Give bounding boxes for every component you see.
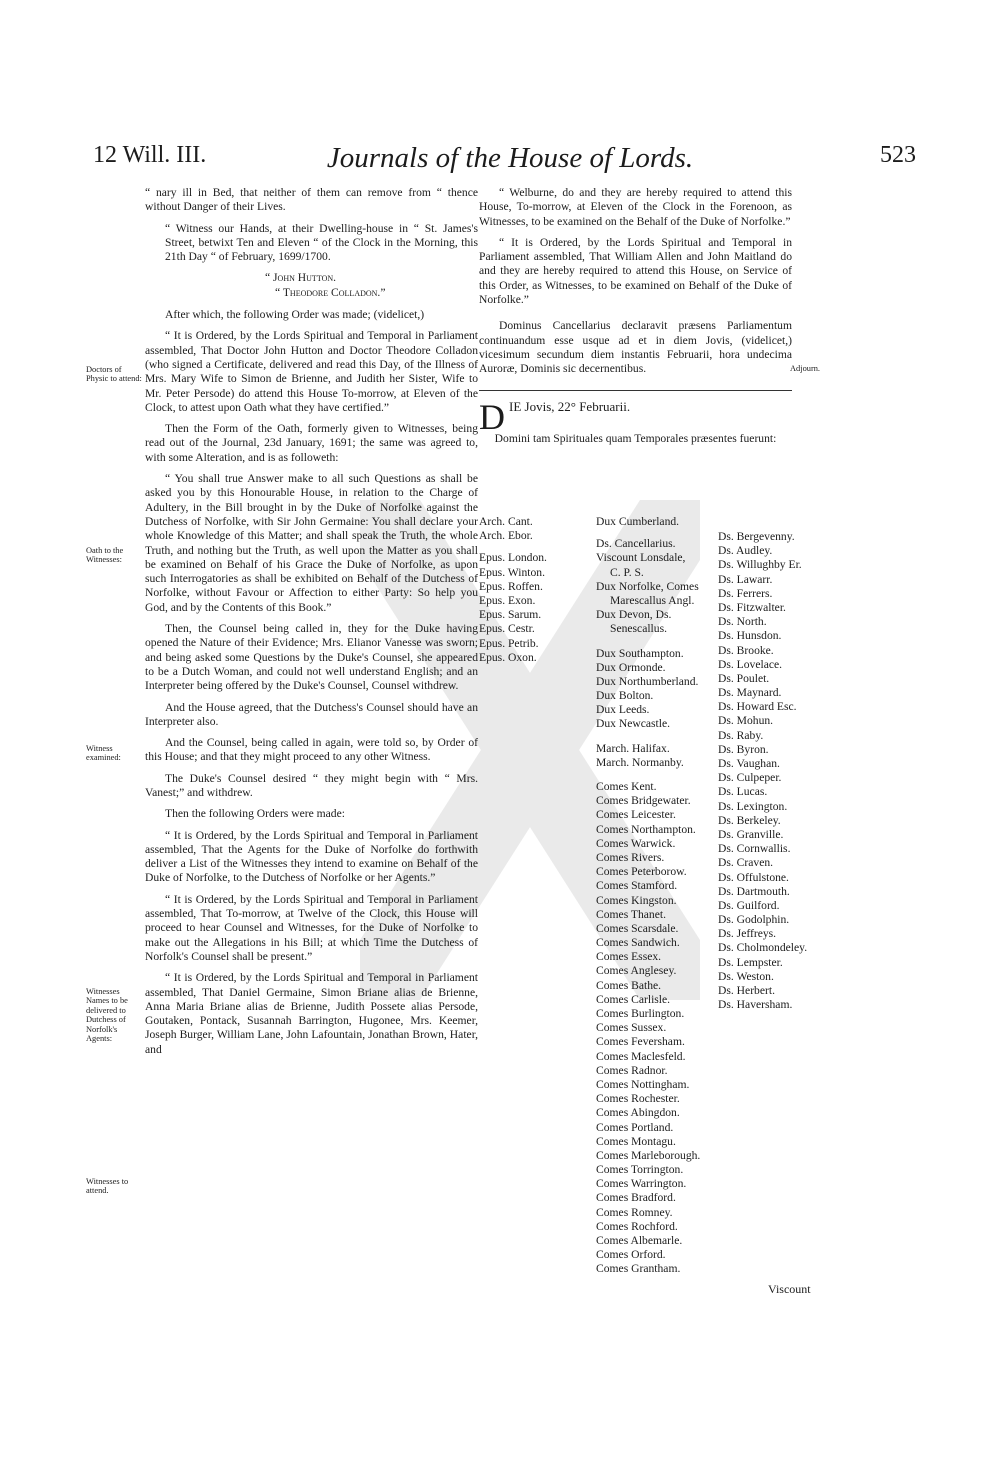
earls-list xyxy=(596,780,720,1277)
list-item: Ds. Jeffreys. xyxy=(718,927,777,941)
list-item: Ds. Dartmouth. xyxy=(718,884,790,898)
paragraph: “ Welburne, do and they are hereby required to attend this House, To-morrow, at Eleven of the Clock in the Forenoon, as Witnesses, to be examined on the Behalf of the Duke of Norfolke.” xyxy=(479,186,792,228)
list-item: Comes Grantham. xyxy=(596,1262,681,1276)
list-item: Ds. Byron. xyxy=(718,742,769,756)
regnal-year: 12 Will. III. xyxy=(93,142,207,168)
list-item: Ds. Mohun. xyxy=(718,714,774,728)
margin-note-attend: Witnesses to attend. xyxy=(86,1177,129,1196)
list-item: Marescallus Angl. xyxy=(610,593,695,607)
list-item: Ds. Cholmondeley. xyxy=(718,941,808,955)
paragraph: “ It is Ordered, by the Lords Spiritual and Temporal in Parliament assembled, That To-morrow, at Twelve of the Clock, this House will proceed to hear Counsel and Witnesses, for the Duke of Norfolke to make out the Allegations in his Bill; at which Time the Dutchess of Norfolk's Counsel shall be present.” xyxy=(145,892,478,963)
paragraph: “ Witness our Hands, at their Dwelling-house in “ St. James's Street, betwixt Ten and Eleven “ of the Clock in the Morning, this 21th Day “ of February, 1699/1700. xyxy=(165,221,478,264)
list-item: Comes Anglesey. xyxy=(596,964,677,978)
section-divider xyxy=(479,390,792,391)
list-item: Epus. Cestr. xyxy=(479,622,535,636)
list-item: Ds. Raby. xyxy=(718,728,764,742)
paragraph: After which, the following Order was made; (videlicet,) xyxy=(165,308,425,322)
list-item: Comes Stamford. xyxy=(596,879,678,893)
attendance-list-clergy xyxy=(479,515,589,665)
list-item: Comes Sussex. xyxy=(596,1021,667,1035)
list-item: Comes Radnor. xyxy=(596,1063,668,1077)
list-item: Viscount Lonsdale, xyxy=(596,551,686,565)
list-item: Ds. Weston. xyxy=(718,969,774,983)
list-item: Ds. North. xyxy=(718,615,767,629)
paragraph: “ nary ill in Bed, that neither of them can remove from “ thence without Danger of their Lives. xyxy=(145,186,478,214)
list-item: Comes Warrington. xyxy=(596,1177,687,1191)
list-item: Ds. Bergevenny. xyxy=(718,530,795,543)
list-item: C. P. S. xyxy=(610,565,644,579)
list-item: Comes Rochester. xyxy=(596,1092,680,1106)
list-item: Ds. Godolphin. xyxy=(718,913,790,927)
list-item: Comes Sandwich. xyxy=(596,936,680,950)
list-item: Comes Maclesfeld. xyxy=(596,1049,686,1063)
right-column xyxy=(479,186,792,454)
spacer xyxy=(596,732,720,742)
list-item: Comes Marleborough. xyxy=(596,1148,701,1162)
list-item: Comes Albemarle. xyxy=(596,1234,683,1247)
list-item: Comes Bridgewater. xyxy=(596,794,691,808)
list-item: Comes Warwick. xyxy=(596,836,676,850)
list-item: Ds. Poulet. xyxy=(718,671,770,685)
signatures xyxy=(145,271,478,300)
spacer xyxy=(596,637,720,647)
list-item: Ds. Herbert. xyxy=(718,984,775,997)
list-item: Comes Northampton. xyxy=(596,822,696,836)
list-item: Epus. Winton. xyxy=(479,565,545,579)
list-item: Comes Bathe. xyxy=(596,978,662,992)
list-item: Ds. Haversham. xyxy=(718,998,793,1012)
list-item: Comes Leicester. xyxy=(596,808,676,822)
spacer xyxy=(479,543,589,551)
list-item: Ds. Craven. xyxy=(718,856,774,870)
list-item: Ds. Fitzwalter. xyxy=(718,600,786,614)
list-item: Comes Bradford. xyxy=(596,1191,676,1205)
margin-note-adjourn: Adjourn. xyxy=(790,364,821,373)
list-item: Dux Norfolke, Comes xyxy=(596,579,699,593)
drop-cap: D xyxy=(479,396,505,437)
list-item: Dux Ormonde. xyxy=(596,660,666,674)
list-item: Dux Bolton. xyxy=(596,689,654,703)
list-item: Dux Southampton. xyxy=(596,646,684,660)
left-column xyxy=(145,186,478,1064)
list-item: Ds. Lucas. xyxy=(718,785,768,799)
list-item: Ds. Berkeley. xyxy=(718,813,781,827)
sitting-date-text: IE Jovis, 22° Februarii. xyxy=(509,398,631,414)
list-item: Comes Nottingham. xyxy=(596,1077,690,1091)
paragraph: Then the following Orders were made: xyxy=(165,807,345,821)
list-item: Ds. Offulstone. xyxy=(718,870,789,884)
list-item: Comes Feversham. xyxy=(596,1035,685,1049)
margin-note-doctors: Doctors of Physic to attend: xyxy=(86,365,142,384)
list-item: Comes Essex. xyxy=(596,950,662,964)
list-item: Dux Leeds. xyxy=(596,703,650,717)
list-item: Ds. Lexington. xyxy=(718,799,788,813)
paragraph: “ It is Ordered, by the Lords Spiritual and Temporal in Parliament assembled, That Doctor John Hutton and Doctor Theodore Colladon (who signed a Certificate, delivered and read this Day, of the Illness of Mrs. Mary Wife to Simon de Brienne, and Judith her Sister, Wife to Mr. Peter Persode) do attend this House To-morrow, at Eleven of the Clock, to attest upon Oath what they have certified.” xyxy=(145,329,478,414)
list-item: Ds. Cornwallis. xyxy=(718,842,791,856)
list-item: Comes Peterborow. xyxy=(596,865,687,879)
list-item: Ds. Ferrers. xyxy=(718,586,773,600)
signature-hutton: “ John Hutton. xyxy=(265,271,337,285)
paragraph: Then the Form of the Oath, formerly given to Witnesses, being read out of the Journal, 23d January, 1691; the same was agreed to, with some Alteration, and is as followeth: xyxy=(145,422,478,464)
list-item: Dux Devon, Ds. xyxy=(596,608,672,622)
paragraph: The Duke's Counsel desired “ they might begin with “ Mrs. Vanest;” and withdrew. xyxy=(145,771,478,799)
list-item: Epus. Exon. xyxy=(479,593,536,607)
attendance-list-nobles xyxy=(596,515,720,1277)
list-item: Epus. Roffen. xyxy=(479,579,543,593)
paragraph: Then, the Counsel being called in, they for the Duke having opened the Nature of their Evidence; Mrs. Elianor Vanesse was sworn; and being asked some Questions by the Duke's Counsel, she appeared to be a Dutch Woman, and could not well understand English; and an Interpreter being offered by the Duke's Counsel, Counsel withdrew. xyxy=(145,622,478,693)
list-item: Arch. Ebor. xyxy=(479,529,533,543)
list-item: Comes Thanet. xyxy=(596,907,666,921)
list-item: Comes Romney. xyxy=(596,1205,673,1219)
list-item: Dux Newcastle. xyxy=(596,717,671,731)
list-item: Comes Rochford. xyxy=(596,1219,678,1233)
paragraph: “ It is Ordered, by the Lords Spiritual and Temporal in Parliament assembled, That Daniel Germaine, Simon Briane alias de Brienne, Anna Maria Briane alias de Brienne, Judith Possete alias Persode, Goutaken, Pontack, Susannah Barrington, Hugonee, Mrs. Keemer, Joseph Burger, William Lane, John Lafountain, Jonathan Brown, Hater, and xyxy=(145,971,478,1056)
list-item: Epus. Oxon. xyxy=(479,650,537,664)
attendance-heading: Domini tam Spirituales quam Temporales præsentes fuerunt: xyxy=(494,431,777,445)
margin-note-witness: Witness examined: xyxy=(86,744,121,763)
spacer xyxy=(596,529,720,537)
catchword: Viscount xyxy=(768,1282,811,1296)
list-item: Comes Kent. xyxy=(596,780,657,793)
list-item: Arch. Cant. xyxy=(479,515,533,528)
list-item: Ds. Vaughan. xyxy=(718,757,780,770)
signature-colladon: “ Theodore Colladon.” xyxy=(275,285,386,299)
list-item: Epus. London. xyxy=(479,551,547,565)
list-item: Comes Carlisle. xyxy=(596,992,671,1006)
list-item: Ds. Audley. xyxy=(718,544,773,558)
spacer xyxy=(596,770,720,780)
list-item: March. Normanby. xyxy=(596,755,684,769)
adjournment-paragraph: Dominus Cancellarius declaravit præsens Parliamentum continuandum esse usque ad et in diem Jovis, (videlicet,) vicesimum secundum diem instantis Februarii, hora undecima Auroræ, Dominis sic decernentibus. xyxy=(479,319,792,376)
list-item: Comes Kingston. xyxy=(596,893,677,907)
list-item: Epus. Petrib. xyxy=(479,636,539,650)
list-item: Ds. Culpeper. xyxy=(718,771,782,785)
list-item: Comes Rivers. xyxy=(596,850,665,864)
list-item: Ds. Lawarr. xyxy=(718,572,773,586)
paragraph: And the Counsel, being called in again, were told so, by Order of this House; and that they might proceed to any other Witness. xyxy=(145,736,478,764)
list-item: Ds. Granville. xyxy=(718,827,784,841)
list-item: Comes Torrington. xyxy=(596,1163,684,1177)
list-item: Comes Abingdon. xyxy=(596,1106,680,1120)
list-item: Ds. Lovelace. xyxy=(718,657,783,671)
margin-note-oath: Oath to the Witnesses: xyxy=(86,546,124,565)
list-item: Ds. Willughby Er. xyxy=(718,558,802,572)
list-item: Comes Montagu. xyxy=(596,1134,676,1148)
list-item: Ds. Maynard. xyxy=(718,686,782,700)
list-item: Ds. Lempster. xyxy=(718,955,783,969)
list-item: Senescallus. xyxy=(610,622,667,636)
list-item: Ds. Howard Esc. xyxy=(718,700,797,714)
attendance-list-barons xyxy=(718,530,828,1012)
paragraph: “ It is Ordered, by the Lords Spiritual and Temporal in Parliament assembled, That the Agents for the Duke of Norfolke do forthwith deliver a List of the Witnesses they intend to examine on Behalf of the Duke of Norfolke, to the Dutchess of Norfolke or her Agents.” xyxy=(145,828,478,885)
running-title: Journals of the House of Lords. xyxy=(326,142,694,174)
paragraph: “ It is Ordered, by the Lords Spiritual and Temporal in Parliament assembled, That William Allen and John Maitland do and they are hereby required to attend this House, on Service of this Order, as Witnesses, to be examined on Behalf of the Duke of Norfolke.” xyxy=(479,235,792,307)
paragraph: “ You shall true Answer make to all such Questions as shall be asked you by this Honourable House, in relation to the Charge of Adultery, in the Bill brought in by the Duke of Norfolke against the Dutchess of Norfolke, with Sir John Germaine: You shall declare your whole Knowledge of this Matter; and shall speak the Truth, the whole Truth, and nothing but the Truth, as well upon the Matter as you shall be examined on Behalf of his Grace the Duke of Norfolke, as upon such Interrogatories as shall be exhibited on Behalf of the Dutchess of Norfolke, without Favour or Affection to either Party: So help you God, and by the Contents of this Book.” xyxy=(145,472,478,614)
list-item: Epus. Sarum. xyxy=(479,608,542,622)
list-item: Ds. Guilford. xyxy=(718,898,780,912)
sitting-date xyxy=(479,396,792,437)
list-item: Comes Burlington. xyxy=(596,1007,685,1020)
list-item: Comes Orford. xyxy=(596,1248,666,1262)
list-item: Dux Cumberland. xyxy=(596,515,680,528)
list-item: Comes Portland. xyxy=(596,1120,674,1134)
page-number: 523 xyxy=(880,142,916,168)
list-item: Dux Northumberland. xyxy=(596,674,699,688)
list-item: Comes Scarsdale. xyxy=(596,921,679,935)
list-item: Ds. Brooke. xyxy=(718,643,774,657)
list-item: Ds. Hunsdon. xyxy=(718,629,782,643)
paragraph: And the House agreed, that the Dutchess's Counsel should have an Interpreter also. xyxy=(145,700,478,728)
list-item: March. Halifax. xyxy=(596,741,670,755)
margin-note-names: Witnesses Names to be delivered to Dutchess of Norfolk's Agents: xyxy=(86,987,128,1044)
list-item: Ds. Cancellarius. xyxy=(596,537,676,551)
